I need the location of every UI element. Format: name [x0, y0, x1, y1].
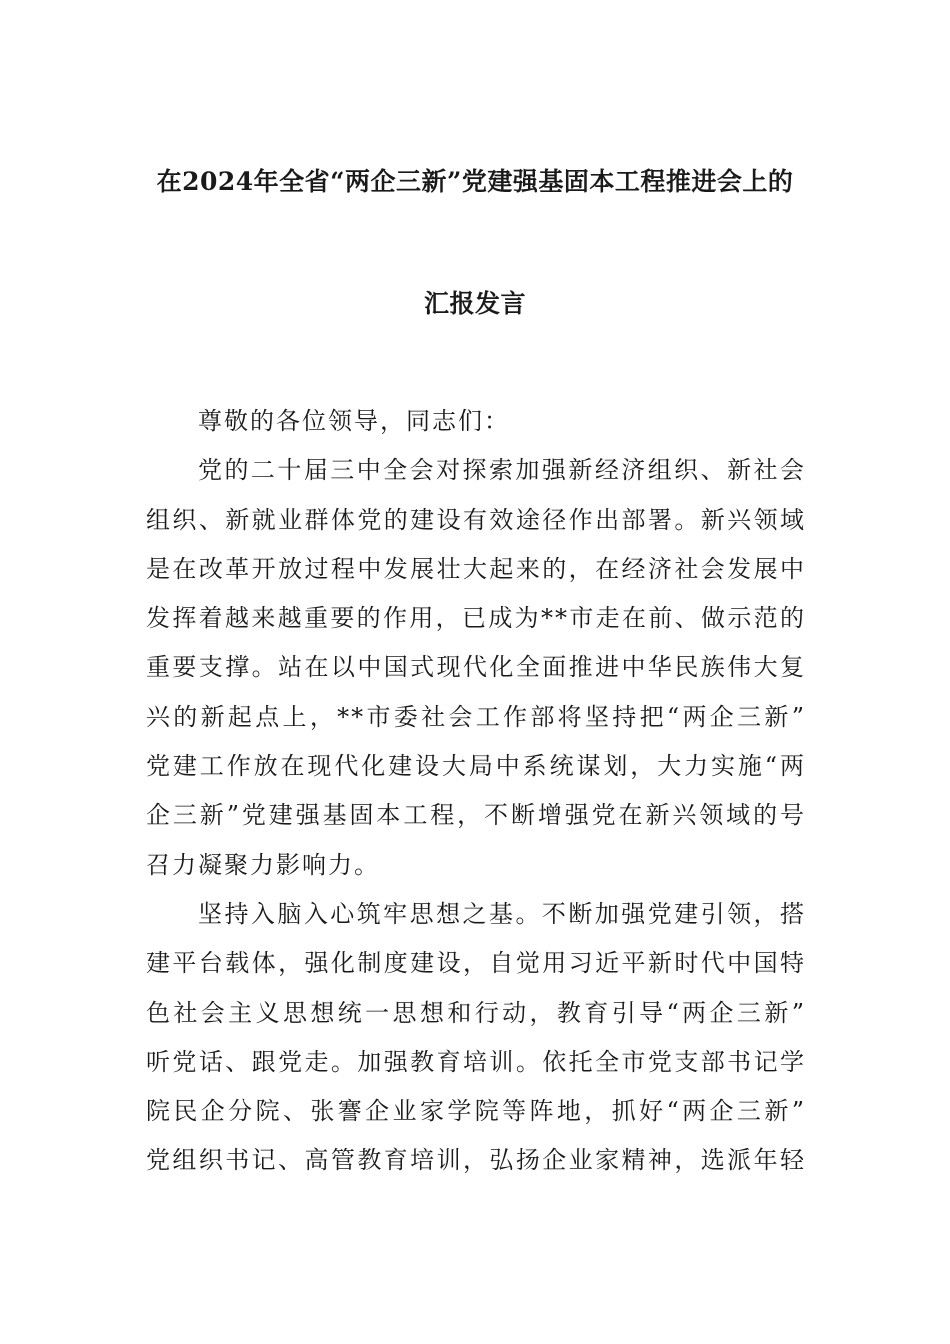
- paragraph-1: [146, 446, 806, 890]
- paragraph-1-line: 召力凝聚力影响力。: [146, 850, 380, 879]
- salutation: 尊敬的各位领导，同志们：: [198, 407, 510, 435]
- document-body: [146, 397, 806, 1186]
- paragraph-2-line: 听党话、跟党走。加强教育培训。依托全市党支部书记学: [146, 1047, 806, 1076]
- paragraph-2-line: 建平台载体，强化制度建设，自觉用习近平新时代中国特: [146, 949, 806, 978]
- document-title-line-1: 在2024年全省“两企三新”党建强基固本工程推进会上的: [156, 167, 794, 196]
- paragraph-2-line: 党组织书记、高管教育培训，弘扬企业家精神，选派年轻: [146, 1146, 806, 1175]
- paragraph-1-line: 企三新”党建强基固本工程，不断增强党在新兴领域的号: [146, 801, 806, 830]
- paragraph-2-line: 院民企分院、张謇企业家学院等阵地，抓好“两企三新”: [146, 1097, 806, 1126]
- paragraph-2-line: 坚持入脑入心筑牢思想之基。不断加强党建引领，搭: [198, 899, 806, 928]
- paragraph-1-line: 党的二十届三中全会对探索加强新经济组织、新社会: [198, 456, 806, 485]
- paragraph-2: [146, 890, 806, 1186]
- paragraph-2-line: 色社会主义思想统一思想和行动，教育引导“两企三新”: [146, 998, 806, 1027]
- document-title-line-2: 汇报发言: [423, 289, 526, 318]
- paragraph-1-line: 兴的新起点上，**市委社会工作部将坚持把“两企三新”: [146, 702, 806, 731]
- paragraph-1-line: 是在改革开放过程中发展壮大起来的，在经济社会发展中: [146, 554, 806, 583]
- paragraph-1-line: 党建工作放在现代化建设大局中系统谋划，大力实施“两: [146, 752, 806, 781]
- paragraph-1-line: 重要支撑。站在以中国式现代化全面推进中华民族伟大复: [146, 653, 806, 682]
- paragraph-1-line: 发挥着越来越重要的作用，已成为**市走在前、做示范的: [146, 604, 806, 633]
- paragraph-1-line: 组织、新就业群体党的建设有效途径作出部署。新兴领域: [146, 505, 806, 534]
